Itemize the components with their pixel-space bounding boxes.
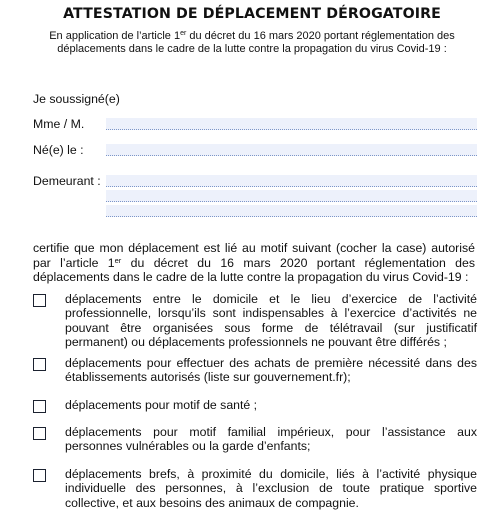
option-checkbox[interactable] (33, 358, 46, 371)
certification-statement (33, 241, 475, 285)
option-checkbox[interactable] (33, 400, 46, 413)
option-label: déplacements pour motif de santé ; (65, 398, 258, 412)
option-label: déplacements entre le domicile et le lieu d’exercice de l’activité professionnelle, lorsqu’ils sont indispensables à l’exercice d’activités ne pouvant être organisées sous forme de télétravail (sur justificatif permanent) ou déplacements professionnels ne pouvant être différés ; (65, 292, 477, 350)
certification-text-part1: certifie que mon déplacement est lié au motif suivant (cocher la case) autorisé par l’article 1 (33, 241, 475, 270)
subtitle-text-part1: En application de l’article 1 (49, 30, 181, 42)
birth-date-field[interactable] (106, 144, 477, 156)
birth-date-label: Né(e) le : (33, 143, 84, 157)
option-checkbox[interactable] (33, 294, 46, 307)
option-label: déplacements pour motif familial impérieux, pour l’assistance aux personnes vulnérables ou la garde d’enfants; (65, 425, 477, 454)
certification-superscript: er (114, 255, 122, 265)
option-checkbox[interactable] (33, 427, 46, 440)
address-field-line-1[interactable] (106, 175, 477, 187)
address-label: Demeurant : (33, 174, 101, 188)
option-label: déplacements pour effectuer des achats de première nécessité dans des établissements autorisés (liste sur gouvernement.fr); (65, 356, 477, 385)
name-field[interactable] (106, 118, 477, 130)
certification-text-part2: du décret du 16 mars 2020 portant réglementation des déplacements dans le cadre de la lutte contre la propagation du virus Covid-19 : (33, 255, 475, 285)
option-label: déplacements brefs, à proximité du domicile, liés à l’activité physique individuelle des personnes, à l’exclusion de toute pratique sportive collective, et aux besoins des animaux de compagnie. (65, 467, 477, 510)
address-field-line-3[interactable] (106, 205, 477, 217)
document-subtitle (40, 30, 464, 56)
subtitle-superscript: er (180, 30, 187, 37)
document-title: ATTESTATION DE DÉPLACEMENT DÉROGATOIRE (63, 6, 441, 22)
subtitle-text-part2: du décret du 16 mars 2020 portant réglementation des déplacements dans le cadre de la lutte contre la propagation du virus Covid-19 : (57, 30, 455, 55)
name-label: Mme / M. (33, 117, 85, 131)
address-field-line-2[interactable] (106, 190, 477, 202)
undersigned-label: Je soussigné(e) (33, 92, 120, 106)
option-checkbox[interactable] (33, 469, 46, 482)
